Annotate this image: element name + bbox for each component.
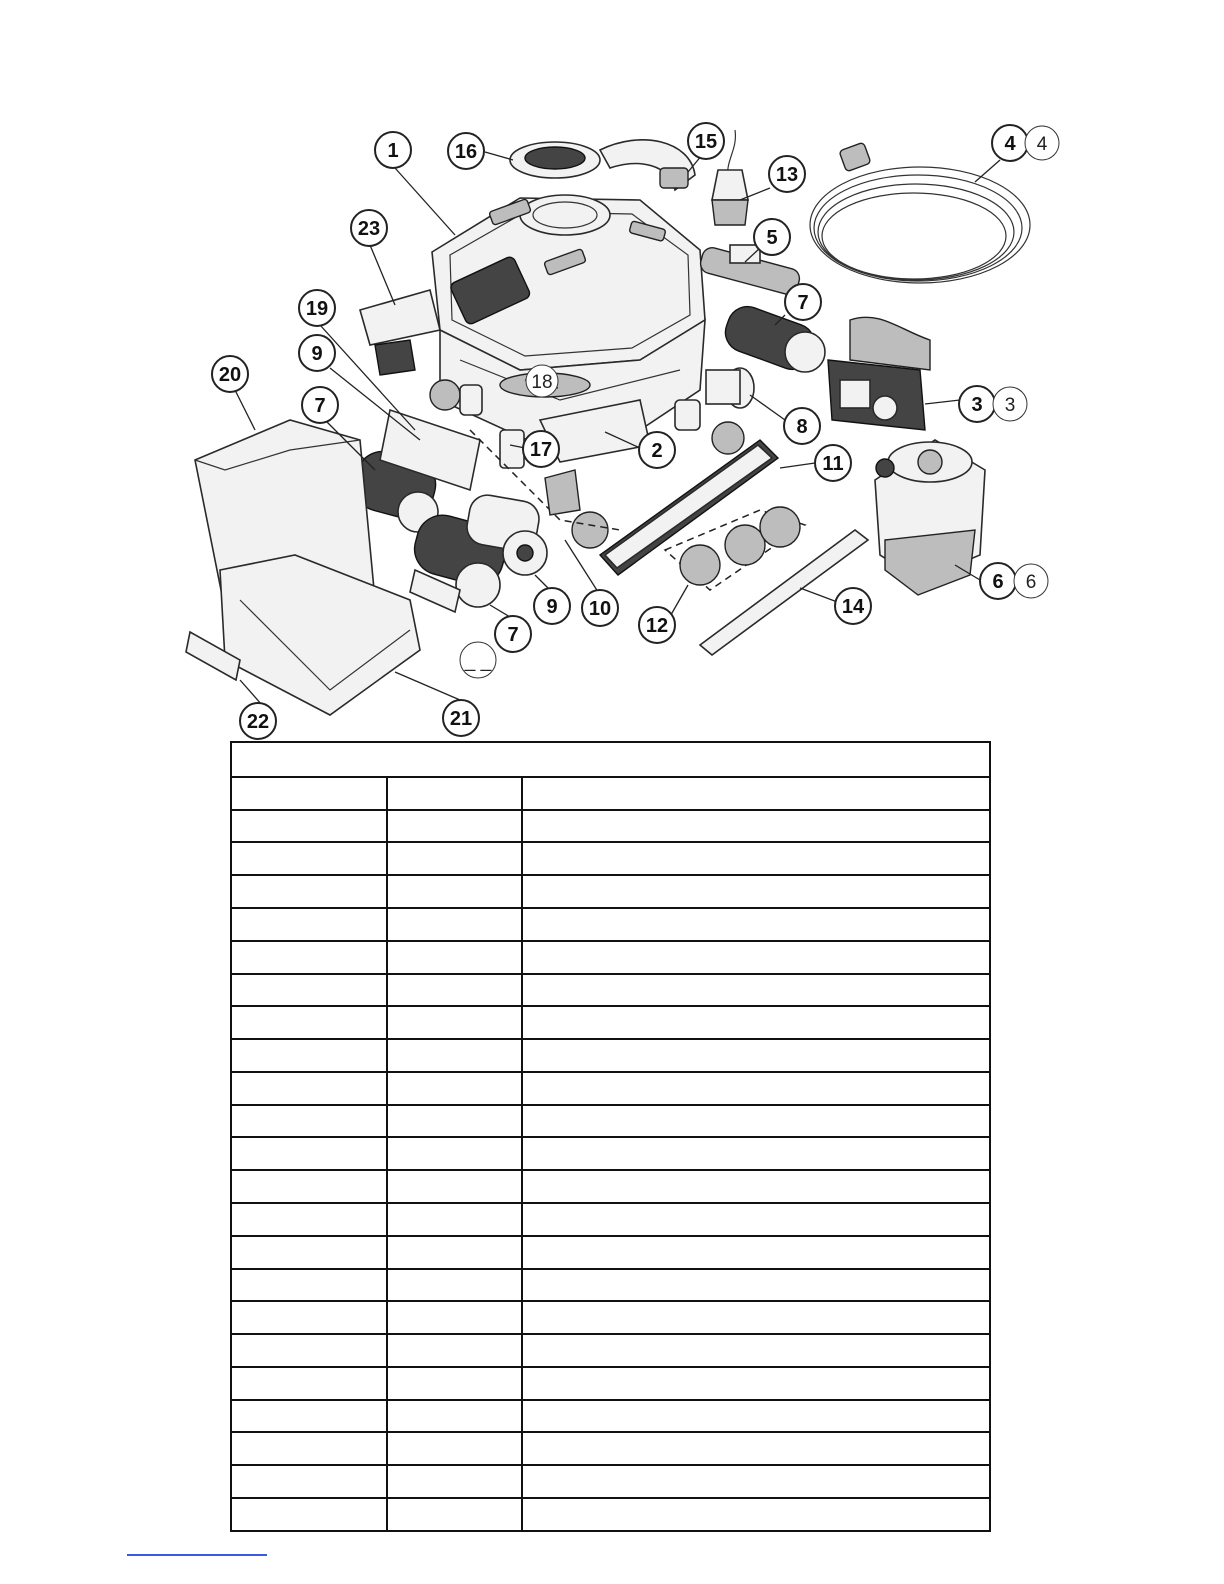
svg-text:6: 6 (992, 571, 1004, 593)
callout-14 (835, 588, 871, 624)
table-row (231, 1400, 990, 1433)
svg-text:21: 21 (449, 708, 473, 730)
table-cell (231, 1367, 387, 1400)
top-cover (432, 195, 705, 370)
svg-text:3: 3 (971, 394, 983, 416)
table-cell (387, 1006, 522, 1039)
table-row (231, 1072, 990, 1105)
callout-21 (443, 700, 479, 736)
svg-text:8: 8 (796, 416, 808, 438)
table-cell (522, 1105, 990, 1138)
callout-5 (754, 219, 790, 255)
table-cell (231, 1170, 387, 1203)
svg-text:4: 4 (1004, 133, 1016, 155)
callout-blank (460, 642, 496, 678)
table-cell (387, 1039, 522, 1072)
table-row (231, 974, 990, 1007)
end-cap-8 (706, 368, 754, 408)
table-cell (522, 1465, 990, 1498)
table-row (231, 1465, 990, 1498)
table-cell (387, 810, 522, 843)
table-cell (231, 1432, 387, 1465)
svg-text:4: 4 (1036, 134, 1048, 155)
callout-3-secondary (993, 387, 1027, 421)
handle (600, 140, 695, 190)
table-row (231, 875, 990, 908)
callout-2 (639, 432, 675, 468)
table-cell (231, 1039, 387, 1072)
svg-text:10: 10 (588, 598, 612, 620)
table-cell (522, 810, 990, 843)
table-cell (522, 1301, 990, 1334)
callout-7-bottom (495, 616, 531, 652)
svg-text:_ _: _ _ (464, 651, 492, 672)
table-cell (387, 1498, 522, 1531)
table-cell (387, 1334, 522, 1367)
table-cell (231, 1498, 387, 1531)
callout-9-top (299, 335, 335, 371)
bracket-17 (500, 430, 524, 468)
table-cell (522, 1039, 990, 1072)
callout-13 (769, 156, 805, 192)
table-cell (231, 1301, 387, 1334)
table-row (231, 1236, 990, 1269)
table-row (231, 1137, 990, 1170)
callout-8 (784, 408, 820, 444)
table-row (231, 1105, 990, 1138)
svg-text:22: 22 (246, 711, 270, 733)
callout-9-bottom (534, 588, 570, 624)
table-cell (231, 1236, 387, 1269)
table-cell (522, 1236, 990, 1269)
table-cell (522, 941, 990, 974)
table-row (231, 1301, 990, 1334)
svg-text:15: 15 (694, 131, 718, 153)
svg-text:7: 7 (797, 292, 809, 314)
table-row (231, 1269, 990, 1302)
table-cell (231, 941, 387, 974)
callout-1 (375, 132, 411, 168)
svg-text:16: 16 (454, 141, 478, 163)
table-cell (231, 1400, 387, 1433)
table-cell (522, 1170, 990, 1203)
svg-text:7: 7 (314, 395, 326, 417)
table-cell (231, 1006, 387, 1039)
callout-7-left (302, 387, 338, 423)
callout-6-secondary (1014, 564, 1048, 598)
table-cell (231, 974, 387, 1007)
svg-text:1: 1 (387, 140, 399, 162)
table-row (231, 1006, 990, 1039)
table-cell (522, 1269, 990, 1302)
callout-3 (959, 386, 995, 422)
svg-text:5: 5 (766, 227, 778, 249)
callout-16 (448, 133, 484, 169)
svg-text:6: 6 (1025, 572, 1037, 593)
callout-18 (526, 365, 558, 397)
table-cell (522, 1432, 990, 1465)
table-cell (231, 1269, 387, 1302)
callout-7-right (785, 284, 821, 320)
table-cell (522, 842, 990, 875)
callout-11 (815, 445, 851, 481)
table-cell (387, 908, 522, 941)
svg-text:18: 18 (531, 372, 553, 393)
table-cell (231, 1137, 387, 1170)
svg-text:11: 11 (822, 453, 844, 475)
table-cell (522, 1203, 990, 1236)
callout-6 (980, 563, 1016, 599)
table-cell (387, 1105, 522, 1138)
table-row (231, 1367, 990, 1400)
svg-text:19: 19 (305, 298, 329, 320)
table-cell (387, 1170, 522, 1203)
table-header-row (231, 777, 990, 810)
table-cell (231, 908, 387, 941)
table-row (231, 908, 990, 941)
table-cell (522, 1400, 990, 1433)
table-cell (387, 974, 522, 1007)
table-row (231, 941, 990, 974)
callout-12 (639, 607, 675, 643)
callout-4 (992, 125, 1028, 161)
callout-19 (299, 290, 335, 326)
table-cell (387, 1400, 522, 1433)
callout-23 (351, 210, 387, 246)
table-cell (231, 1334, 387, 1367)
header-cell (522, 777, 990, 810)
table-cell (522, 1006, 990, 1039)
table-row (231, 1170, 990, 1203)
header-cell (387, 777, 522, 810)
table-cell (387, 1137, 522, 1170)
table-cell (387, 1432, 522, 1465)
callout-10 (582, 590, 618, 626)
svg-text:9: 9 (311, 343, 323, 365)
svg-text:20: 20 (218, 364, 242, 386)
table-cell (387, 1236, 522, 1269)
table-cell (387, 1367, 522, 1400)
svg-text:23: 23 (357, 218, 381, 240)
callout-20 (212, 356, 248, 392)
bottom-link-underline[interactable] (127, 1554, 267, 1556)
table-cell (522, 1072, 990, 1105)
table-cell (522, 1498, 990, 1531)
table-cell (231, 1203, 387, 1236)
diagram-canvas (0, 0, 1224, 740)
callout-22 (240, 703, 276, 739)
svg-text:14: 14 (841, 596, 865, 618)
table-cell (231, 1072, 387, 1105)
svg-text:9: 9 (546, 596, 558, 618)
table-cell (522, 875, 990, 908)
table-row (231, 1039, 990, 1072)
callout-17 (523, 431, 559, 467)
table-cell (522, 1334, 990, 1367)
exploded-parts-diagram (0, 0, 1224, 740)
table-cell (231, 1465, 387, 1498)
svg-text:3: 3 (1004, 395, 1016, 416)
callout-4-secondary (1025, 126, 1059, 160)
svg-text:2: 2 (651, 440, 663, 462)
table-cell (231, 842, 387, 875)
motor-unit (875, 440, 985, 595)
power-supply (828, 317, 930, 430)
table-row (231, 842, 990, 875)
filter-cap (510, 142, 600, 178)
table-cell (231, 875, 387, 908)
svg-text:17: 17 (529, 439, 553, 461)
table-title (231, 742, 990, 777)
svg-text:12: 12 (645, 615, 669, 637)
svg-text:7: 7 (507, 624, 519, 646)
table-cell (387, 875, 522, 908)
table-cell (387, 1465, 522, 1498)
table-cell (387, 1203, 522, 1236)
table-cell (387, 1269, 522, 1302)
header-cell (231, 777, 387, 810)
table-row (231, 1498, 990, 1531)
table-cell (387, 842, 522, 875)
drive-shaft (698, 245, 801, 296)
table-cell (231, 810, 387, 843)
table-title-row (231, 742, 990, 777)
parts-list-table (230, 741, 991, 1532)
table-cell (522, 974, 990, 1007)
svg-text:13: 13 (775, 164, 799, 186)
table-row (231, 810, 990, 843)
table-cell (522, 908, 990, 941)
table-cell (522, 1367, 990, 1400)
table-row (231, 1203, 990, 1236)
table-row (231, 1432, 990, 1465)
side-cover-23 (360, 290, 440, 375)
table-cell (387, 1301, 522, 1334)
callout-15 (688, 123, 724, 159)
table-cell (231, 1105, 387, 1138)
table-cell (387, 1072, 522, 1105)
table-cell (387, 941, 522, 974)
table-cell (522, 1137, 990, 1170)
table-row (231, 1334, 990, 1367)
